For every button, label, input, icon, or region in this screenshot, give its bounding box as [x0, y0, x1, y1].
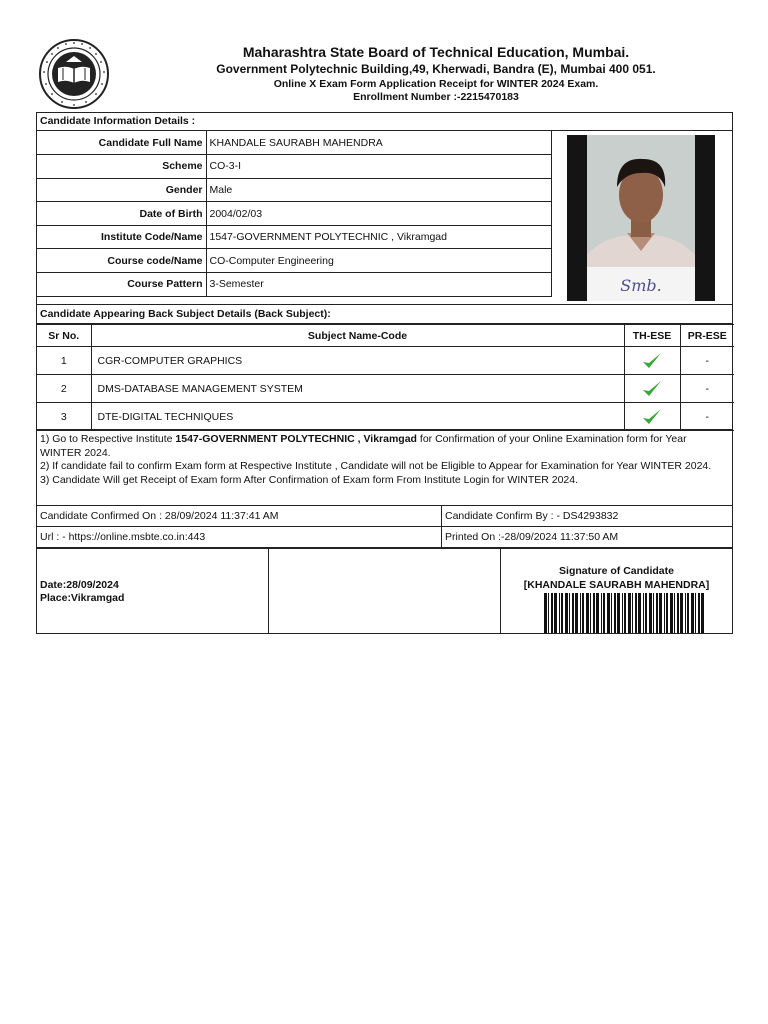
- barcode-bar: [635, 593, 637, 633]
- info-value: CO-Computer Engineering: [206, 249, 551, 273]
- th-ese-cell: [624, 403, 680, 431]
- th-ese-cell: [624, 347, 680, 375]
- col-header-subject: Subject Name-Code: [91, 325, 624, 347]
- barcode-bar: [674, 593, 675, 633]
- info-label: Date of Birth: [37, 202, 206, 226]
- signature-title: Signature of Candidate: [559, 565, 674, 577]
- barcode-bar: [656, 593, 658, 633]
- info-row: [37, 178, 551, 202]
- barcode: [544, 593, 706, 633]
- barcode-bar: [575, 593, 578, 633]
- barcode-bar: [638, 593, 641, 633]
- signature-cell: [501, 549, 732, 633]
- subject-pr-ese: -: [680, 403, 734, 431]
- barcode-bar: [596, 593, 599, 633]
- note-1-institute: 1547-GOVERNMENT POLYTECHNIC , Vikramgad: [175, 433, 417, 445]
- date: Date:28/09/2024: [40, 579, 119, 591]
- barcode-bar: [622, 593, 623, 633]
- note-1-text-end: for Confirmation of your Online Examination form for Year WINTER 2024.: [40, 433, 687, 459]
- barcode-bar: [551, 593, 553, 633]
- subject-sr: 1: [37, 347, 91, 375]
- url-row: [37, 526, 732, 547]
- barcode-bar: [645, 593, 647, 633]
- blank-cell: [269, 549, 501, 633]
- table-row: [37, 347, 734, 375]
- barcode-bar: [664, 593, 665, 633]
- th-ese-cell: [624, 375, 680, 403]
- receipt-title: Online X Exam Form Application Receipt for WINTER 2024 Exam.: [273, 78, 599, 90]
- signature-name: [KHANDALE SAURABH MAHENDRA]: [523, 579, 710, 591]
- board-name: Maharashtra State Board of Technical Education, Mumbai.: [242, 44, 630, 60]
- subjects-table: [37, 324, 734, 431]
- barcode-bar: [554, 593, 557, 633]
- info-label: Course code/Name: [37, 249, 206, 273]
- barcode-bar: [611, 593, 612, 633]
- candidate-photo: [567, 135, 715, 301]
- info-value: CO-3-I: [206, 155, 551, 179]
- barcode-bar: [561, 593, 563, 633]
- subject-sr: 3: [37, 403, 91, 431]
- barcode-bar: [624, 593, 626, 633]
- barcode-bar: [559, 593, 560, 633]
- barcode-bar: [687, 593, 689, 633]
- col-header-th-ese: TH-ESE: [624, 325, 680, 347]
- info-label: Gender: [37, 178, 206, 202]
- barcode-bar: [659, 593, 662, 633]
- info-label: Course Pattern: [37, 273, 206, 297]
- barcode-bar: [698, 593, 700, 633]
- date-place-cell: [37, 549, 269, 633]
- info-row: [37, 225, 551, 249]
- info-value: 3-Semester: [206, 273, 551, 297]
- barcode-bar: [617, 593, 620, 633]
- confirmed-by: Candidate Confirm By : - DS4293832: [445, 510, 619, 522]
- barcode-bar: [586, 593, 589, 633]
- check-icon: [641, 407, 663, 427]
- back-subject-title: Candidate Appearing Back Subject Details (Back Subject):: [37, 304, 732, 324]
- barcode-bar: [565, 593, 568, 633]
- note-1: [40, 433, 729, 460]
- subject-pr-ese: -: [680, 347, 734, 375]
- subject-name: CGR-COMPUTER GRAPHICS: [91, 347, 624, 375]
- subject-name: DMS-DATABASE MANAGEMENT SYSTEM: [91, 375, 624, 403]
- candidate-section-title: Candidate Information Details :: [37, 113, 732, 131]
- barcode-bar: [593, 593, 595, 633]
- info-value: 2004/02/03: [206, 202, 551, 226]
- confirmation-row: [37, 505, 732, 526]
- barcode-bar: [572, 593, 574, 633]
- col-header-pr-ese: PR-ESE: [680, 325, 734, 347]
- barcode-bar: [677, 593, 679, 633]
- check-icon: [641, 351, 663, 371]
- info-row: [37, 131, 551, 155]
- info-label: Institute Code/Name: [37, 225, 206, 249]
- header: [36, 36, 733, 112]
- barcode-bar: [632, 593, 633, 633]
- barcode-bar: [666, 593, 668, 633]
- subjects-header-row: [37, 325, 734, 347]
- barcode-bar: [607, 593, 610, 633]
- table-row: [37, 375, 734, 403]
- barcode-bar: [649, 593, 652, 633]
- barcode-bar: [582, 593, 584, 633]
- barcode-bar: [628, 593, 631, 633]
- barcode-bar: [614, 593, 616, 633]
- barcode-bar: [601, 593, 602, 633]
- barcode-bar: [643, 593, 644, 633]
- barcode-bar: [691, 593, 694, 633]
- instructions: [37, 429, 732, 505]
- subject-sr: 2: [37, 375, 91, 403]
- barcode-bar: [680, 593, 683, 633]
- barcode-bar: [701, 593, 704, 633]
- col-header-sr: Sr No.: [37, 325, 91, 347]
- barcode-bar: [580, 593, 581, 633]
- barcode-bar: [569, 593, 570, 633]
- receipt-document: [36, 112, 733, 634]
- place: Place:Vikramgad: [40, 592, 125, 604]
- barcode-bar: [653, 593, 654, 633]
- board-address: Government Polytechnic Building,49, Kherwadi, Bandra (E), Mumbai 400 051.: [216, 62, 656, 76]
- printed-on: Printed On :-28/09/2024 11:37:50 AM: [445, 531, 619, 543]
- table-row: [37, 403, 734, 431]
- subject-pr-ese: -: [680, 375, 734, 403]
- msbte-logo: [38, 38, 110, 110]
- footer-section: [37, 547, 732, 633]
- site-url: Url : - https://online.msbte.co.in:443: [37, 527, 442, 547]
- barcode-bar: [603, 593, 605, 633]
- subject-name: DTE-DIGITAL TECHNIQUES: [91, 403, 624, 431]
- info-value: KHANDALE SAURABH MAHENDRA: [206, 131, 551, 155]
- photo-image: [567, 135, 715, 301]
- info-label: Scheme: [37, 155, 206, 179]
- barcode-bar: [548, 593, 549, 633]
- info-label: Candidate Full Name: [37, 131, 206, 155]
- barcode-bar: [590, 593, 591, 633]
- barcode-bar: [685, 593, 686, 633]
- info-value: 1547-GOVERNMENT POLYTECHNIC , Vikramgad: [206, 225, 551, 249]
- candidate-info-table: [37, 131, 552, 297]
- info-value: Male: [206, 178, 551, 202]
- note-2: 2) If candidate fail to confirm Exam form at Respective Institute , Candidate will not be Eligible to Appear for Examination for Year WINTER 2024.: [40, 460, 712, 472]
- photo-signature-text: Smb.: [620, 276, 662, 295]
- barcode-bar: [695, 593, 696, 633]
- info-row: [37, 249, 551, 273]
- note-3: 3) Candidate Will get Receipt of Exam form After Confirmation of Exam form From Institute Login for WINTER 2024.: [40, 473, 579, 486]
- check-icon: [641, 379, 663, 399]
- info-row: [37, 202, 551, 226]
- info-row: [37, 273, 551, 297]
- enrollment-number: Enrollment Number :-2215470183: [353, 91, 519, 103]
- info-row: [37, 155, 551, 179]
- barcode-bar: [544, 593, 547, 633]
- note-1-text: 1) Go to Respective Institute: [40, 433, 176, 445]
- confirmed-on: Candidate Confirmed On : 28/09/2024 11:37:41 AM: [37, 506, 442, 526]
- barcode-bar: [670, 593, 673, 633]
